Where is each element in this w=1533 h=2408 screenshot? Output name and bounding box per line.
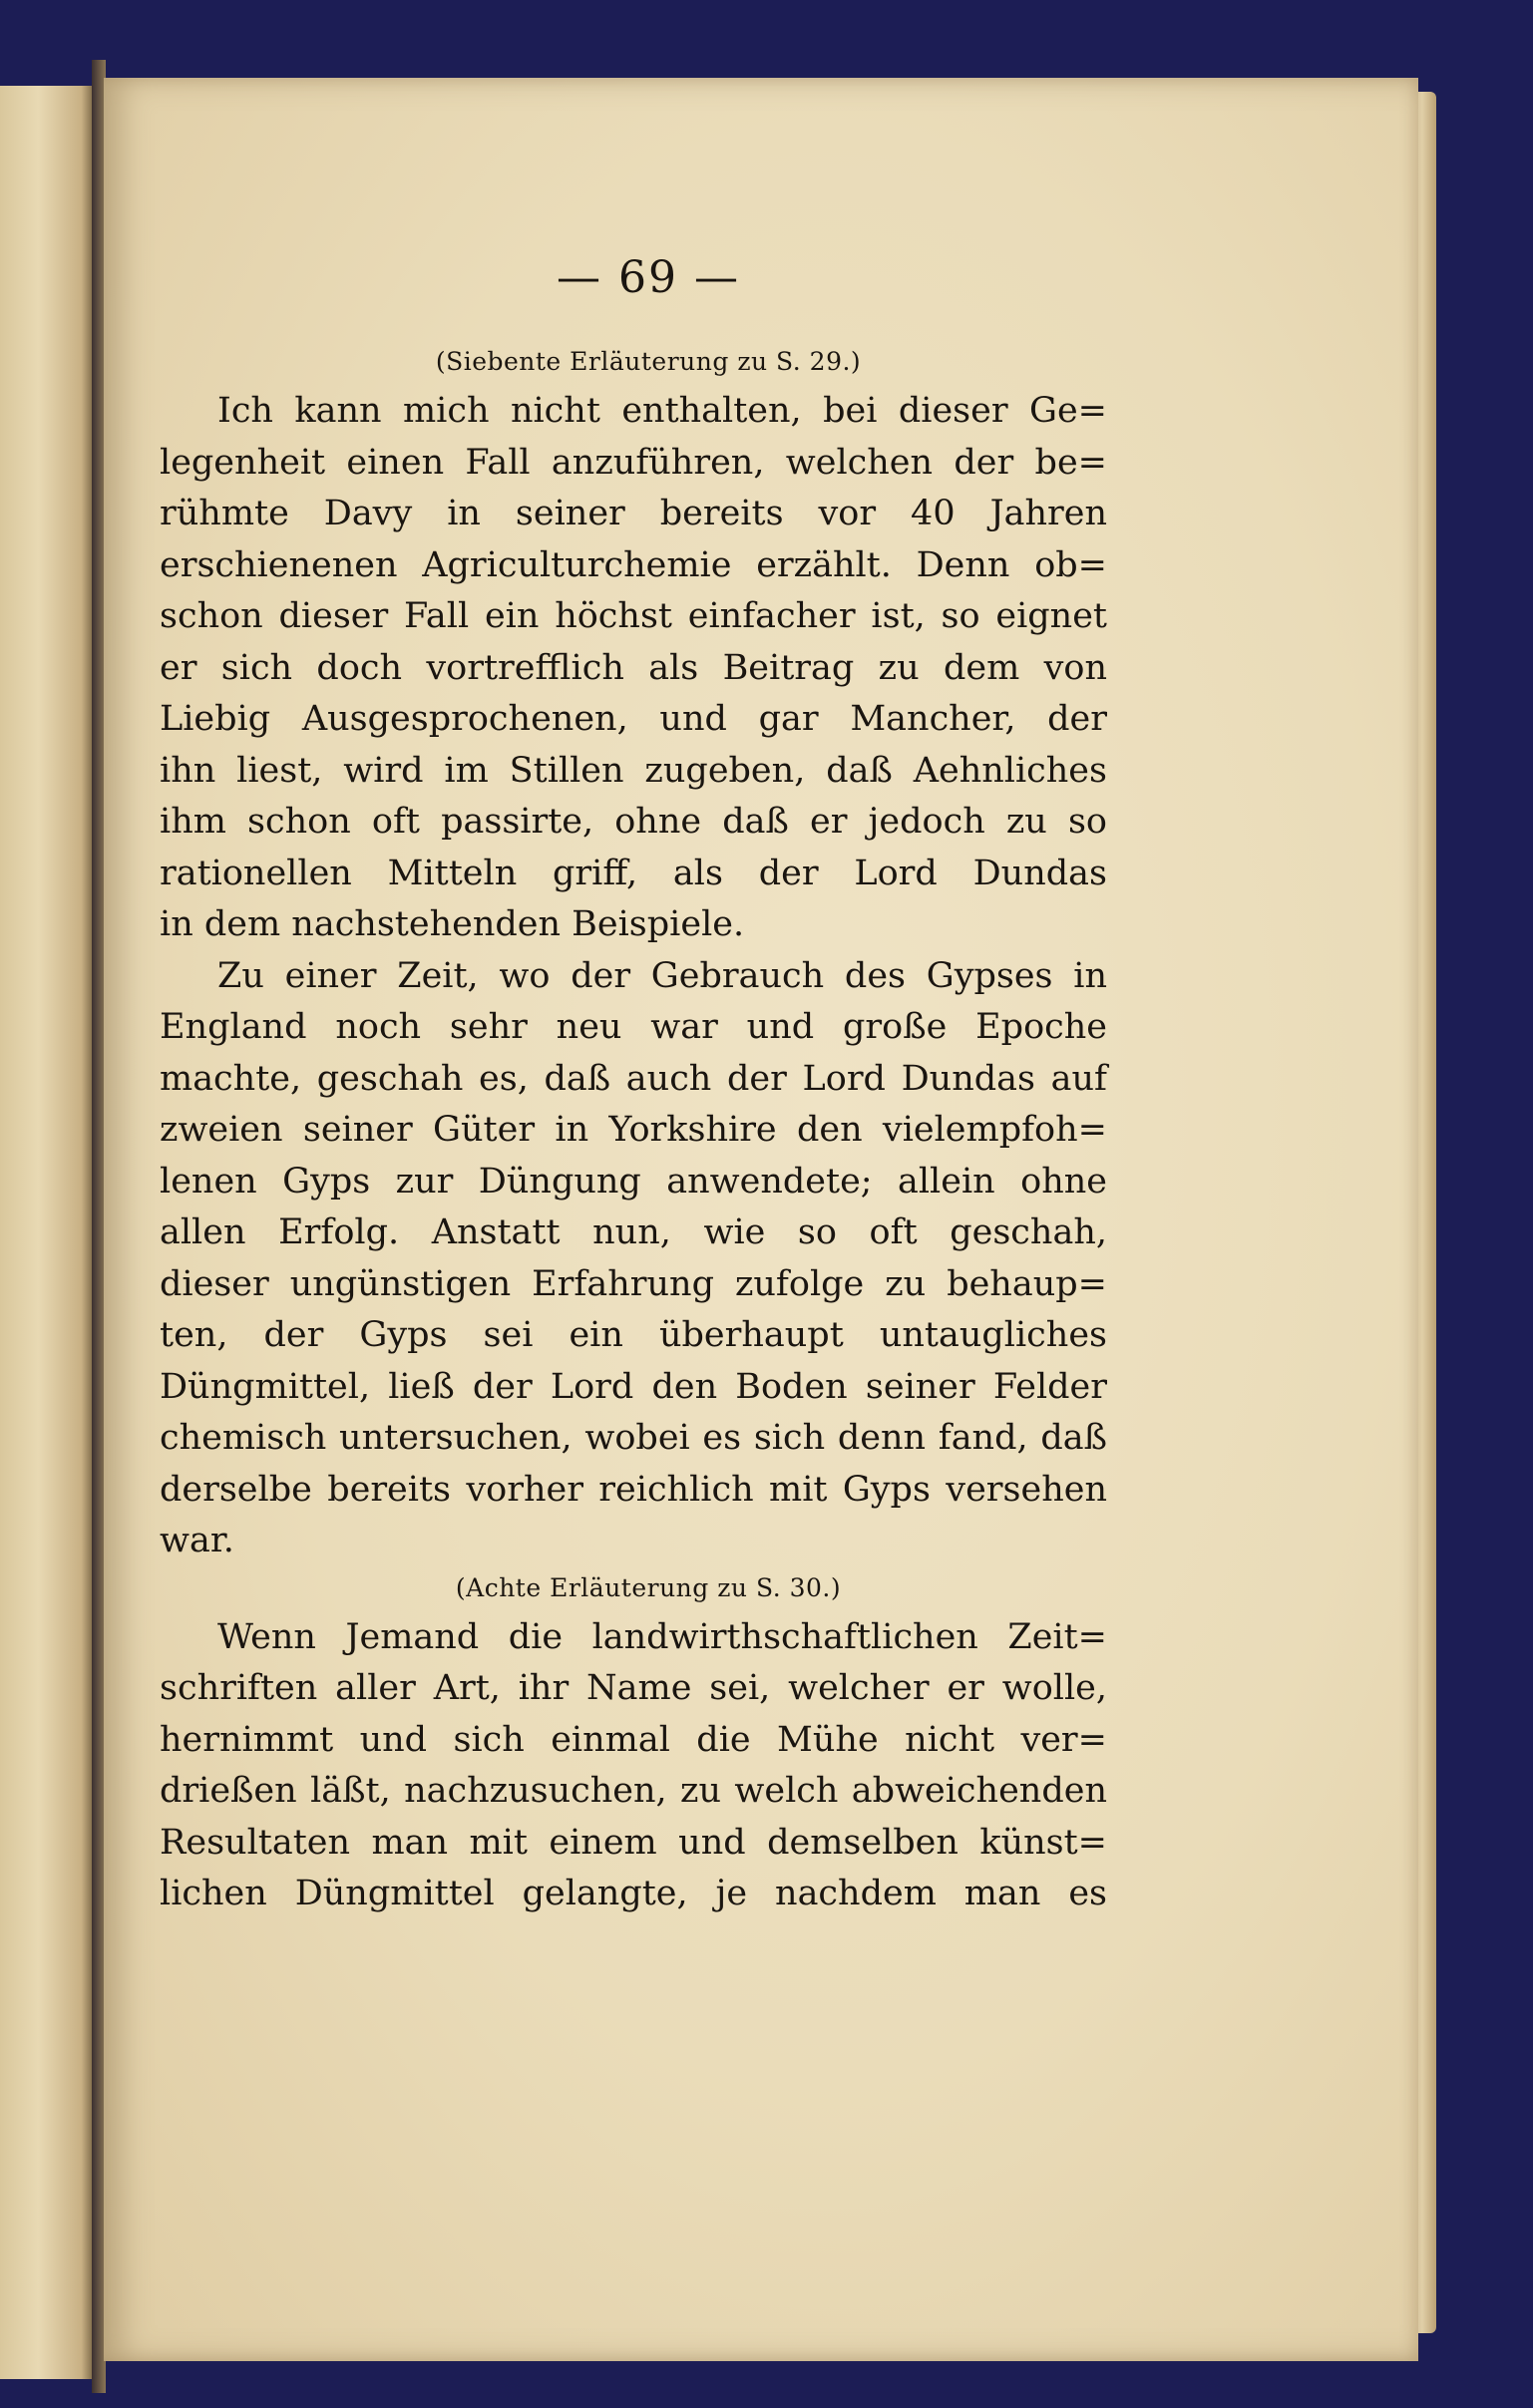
text-line: zweien seiner Güter in Yorkshire den vielempfoh= <box>160 1110 1107 1150</box>
text-line: dieser ungünstigen Erfahrung zufolge zu behaup= <box>160 1263 1107 1304</box>
text-line: chemisch untersuchen, wobei es sich denn fand, daß <box>160 1418 1107 1458</box>
paragraph <box>160 386 1107 951</box>
text-line: ihm schon oft passirte, ohne daß er jedoch zu so <box>160 802 1107 842</box>
text-line: rationellen Mitteln griff, als der Lord Dundas <box>160 853 1107 893</box>
section-heading: (Siebente Erläuterung zu S. 29.) <box>435 347 862 376</box>
left-page-edge <box>0 86 96 2379</box>
text-line: ten, der Gyps sei ein überhaupt untaugliches <box>160 1315 1107 1355</box>
text-line: lichen Düngmittel gelangte, je nachdem man es <box>160 1874 1107 1913</box>
text-line: Düngmittel, ließ der Lord den Boden seiner Felder <box>160 1366 1107 1407</box>
text-line: schon dieser Fall ein höchst einfacher ist, so eignet <box>160 596 1107 636</box>
page-number: — 69 — <box>557 252 740 303</box>
text-line: Wenn Jemand die landwirthschaftlichen Zeit= <box>217 1616 1107 1657</box>
text-line: rühmte Davy in seiner bereits vor 40 Jahren <box>160 494 1107 533</box>
text-line: allen Erfolg. Anstatt nun, wie so oft geschah, <box>160 1212 1107 1252</box>
text-line: Ich kann mich nicht enthalten, bei dieser Ge= <box>217 391 1107 431</box>
text-line: schriften aller Art, ihr Name sei, welcher er wolle, <box>160 1668 1107 1708</box>
text-line: drießen läßt, nachzusuchen, zu welch abweichenden <box>160 1771 1107 1811</box>
text-line: Liebig Ausgesprochenen, und gar Mancher, der <box>160 699 1107 739</box>
text-line: er sich doch vortrefflich als Beitrag zu dem von <box>160 647 1107 688</box>
text-line: lenen Gyps zur Düngung anwendete; allein ohne <box>160 1161 1107 1202</box>
text-line: England noch sehr neu war und große Epoche <box>160 1007 1107 1047</box>
text-line: Zu einer Zeit, wo der Gebrauch des Gypses in <box>217 955 1107 996</box>
text-line: hernimmt und sich einmal die Mühe nicht ver= <box>160 1719 1107 1760</box>
text-line: legenheit einen Fall anzuführen, welchen der be= <box>160 442 1107 483</box>
text-line: derselbe bereits vorher reichlich mit Gyps versehen <box>160 1469 1107 1510</box>
paragraph <box>160 951 1107 1567</box>
text-line: war. <box>160 1521 234 1560</box>
section-heading: (Achte Erläuterung zu S. 30.) <box>455 1572 842 1602</box>
text-line: machte, geschah es, daß auch der Lord Dundas auf <box>160 1058 1107 1099</box>
text-line: erschienenen Agriculturchemie erzählt. Denn ob= <box>160 544 1107 585</box>
text-line: Resultaten man mit einem und demselben künst= <box>160 1822 1107 1863</box>
page-content <box>160 252 1107 1920</box>
text-line: in dem nachstehenden Beispiele. <box>160 904 745 944</box>
paragraph <box>160 1612 1107 1920</box>
text-line: ihn liest, wird im Stillen zugeben, daß Aehnliches <box>160 750 1107 791</box>
